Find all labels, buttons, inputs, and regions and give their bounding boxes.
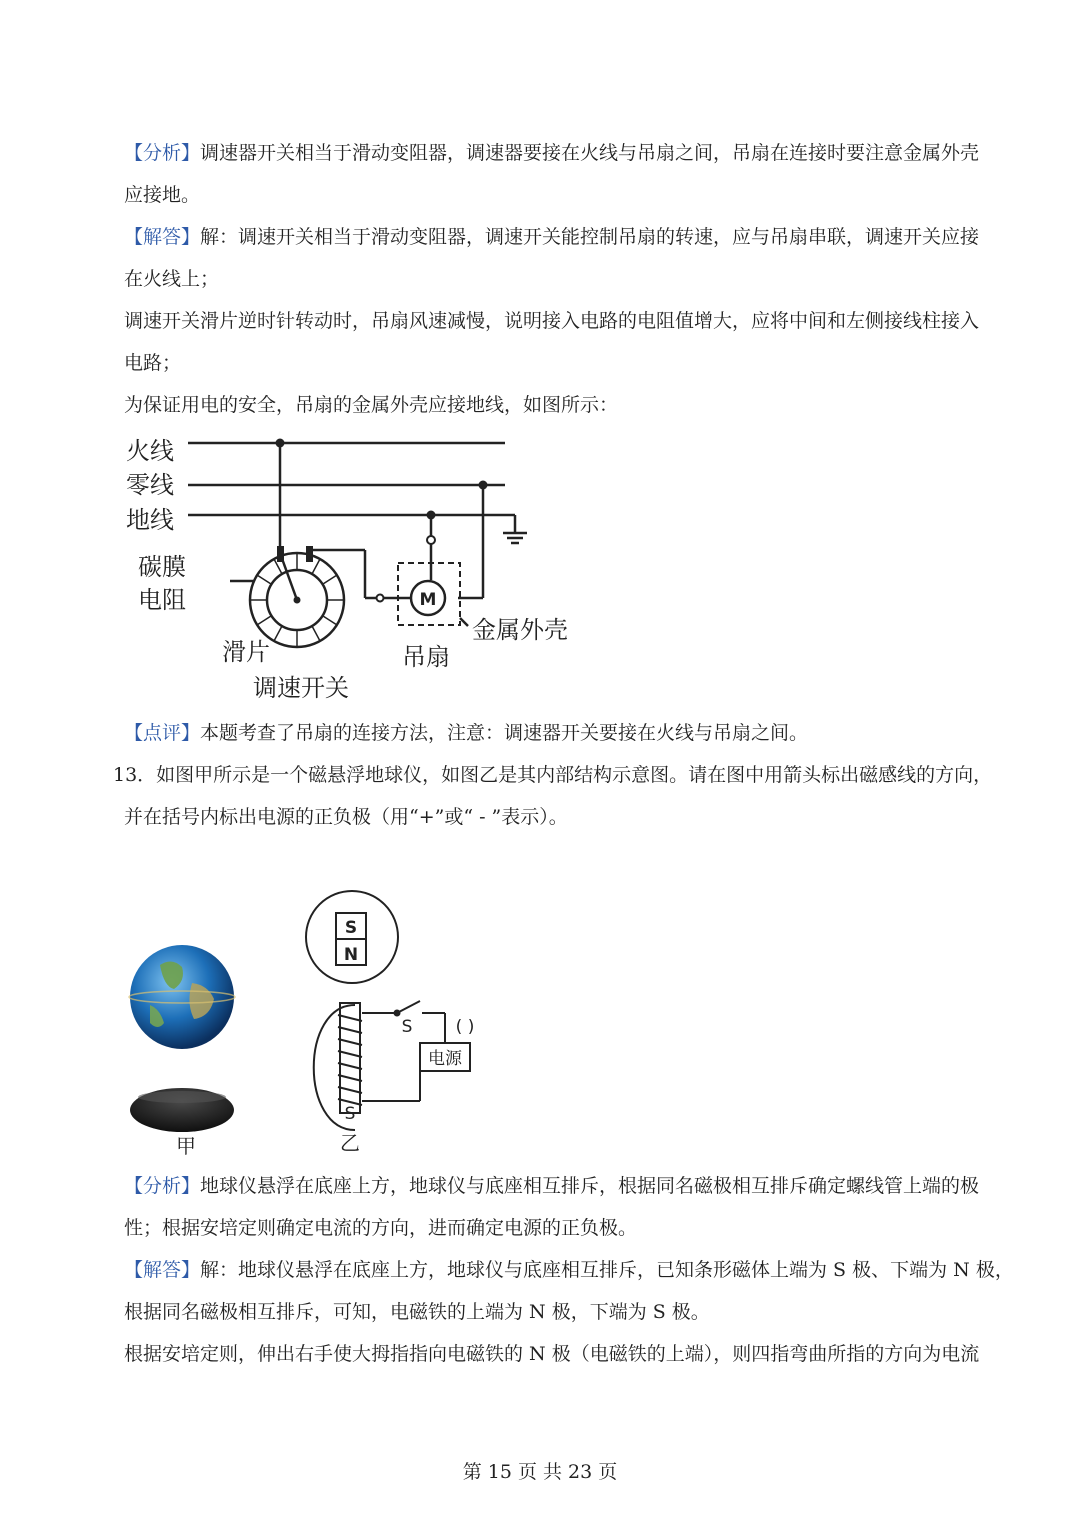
page-footer: 第 15 页 共 23 页 <box>462 1461 618 1483</box>
answer-1 <box>124 216 990 426</box>
analysis-1 <box>124 132 990 216</box>
answer-text: 调速开关滑片逆时针转动时，吊扇风速减慢，说明接入电路的电阻值增大，应将中间和左侧接线柱接入 <box>124 310 980 332</box>
analysis-2 <box>124 1165 990 1249</box>
speed-switch-label: 调速开关 <box>253 674 349 702</box>
internal-structure-diagram <box>300 885 490 1160</box>
answer-text: 根据安培定则，伸出右手使大拇指指向电磁铁的 N 极（电磁铁的上端），则四指弯曲所指的方向为电流 <box>124 1343 980 1365</box>
question-13 <box>113 754 993 838</box>
polarity-bracket: ( ) <box>455 1017 475 1037</box>
answer-text: 在火线上； <box>124 268 220 290</box>
answer-text: 根据同名磁极相互排斥，可知，电磁铁的上端为 N 极，下端为 S 极。 <box>124 1301 710 1323</box>
answer-tag: 【解答】 <box>124 226 201 248</box>
comment-1 <box>124 712 990 754</box>
analysis-text: 应接地。 <box>124 184 201 206</box>
neutral-wire-label: 零线 <box>126 471 174 499</box>
magnet-bottom-label: N <box>343 945 359 965</box>
answer-text: 解：调速开关相当于滑动变阻器，调速开关能控制吊扇的转速，应与吊扇串联，调速开关应接 <box>200 226 980 248</box>
carbon-film-label: 碳膜 <box>138 553 186 581</box>
globe-icon <box>130 945 234 1049</box>
fan-label: 吊扇 <box>402 643 450 671</box>
maglev-globe-figure <box>120 935 250 1160</box>
question-text: 并在括号内标出电源的正负极（用“+”或“ - ”表示）。 <box>124 806 568 828</box>
analysis-text: 性；根据安培定则确定电流的方向，进而确定电源的正负极。 <box>124 1217 638 1239</box>
figure-jia-label: 甲 <box>176 1134 196 1158</box>
analysis-text: 地球仪悬浮在底座上方，地球仪与底座相互排斥，根据同名磁极相互排斥确定螺线管上端的极 <box>200 1175 980 1197</box>
figure-yi-label: 乙 <box>340 1131 360 1155</box>
answer-text: 解：地球仪悬浮在底座上方，地球仪与底座相互排斥，已知条形磁体上端为 S 极、下端为 N 极， <box>200 1259 1014 1281</box>
answer-2 <box>124 1249 1014 1375</box>
ground-wire-label: 地线 <box>126 506 174 534</box>
metal-shell-label: 金属外壳 <box>472 616 568 644</box>
answer-text: 电路； <box>124 352 182 374</box>
analysis-text: 调速器开关相当于滑动变阻器，调速器要接在火线与吊扇之间，吊扇在连接时要注意金属外壳 <box>200 142 980 164</box>
answer-tag: 【解答】 <box>124 1259 201 1281</box>
coil-bottom-label: S <box>344 1104 356 1124</box>
ceiling-fan-circuit-diagram <box>110 428 590 713</box>
carbon-film-label: 电阻 <box>138 586 186 614</box>
analysis-tag: 【分析】 <box>124 1175 201 1197</box>
question-text: 13．如图甲所示是一个磁悬浮地球仪，如图乙是其内部结构示意图。请在图中用箭头标出磁感线的方向， <box>113 764 993 786</box>
analysis-tag: 【分析】 <box>124 142 201 164</box>
slider-label: 滑片 <box>222 638 270 666</box>
switch-label: S <box>401 1017 413 1037</box>
comment-text: 本题考查了吊扇的连接方法，注意：调速器开关要接在火线与吊扇之间。 <box>200 722 809 744</box>
power-label: 电源 <box>428 1049 462 1069</box>
live-wire-label: 火线 <box>126 437 174 465</box>
magnet-top-label: S <box>344 918 358 938</box>
answer-text: 为保证用电的安全，吊扇的金属外壳应接地线，如图所示： <box>124 394 619 416</box>
comment-tag: 【点评】 <box>124 722 201 744</box>
motor-label: M <box>419 590 437 610</box>
